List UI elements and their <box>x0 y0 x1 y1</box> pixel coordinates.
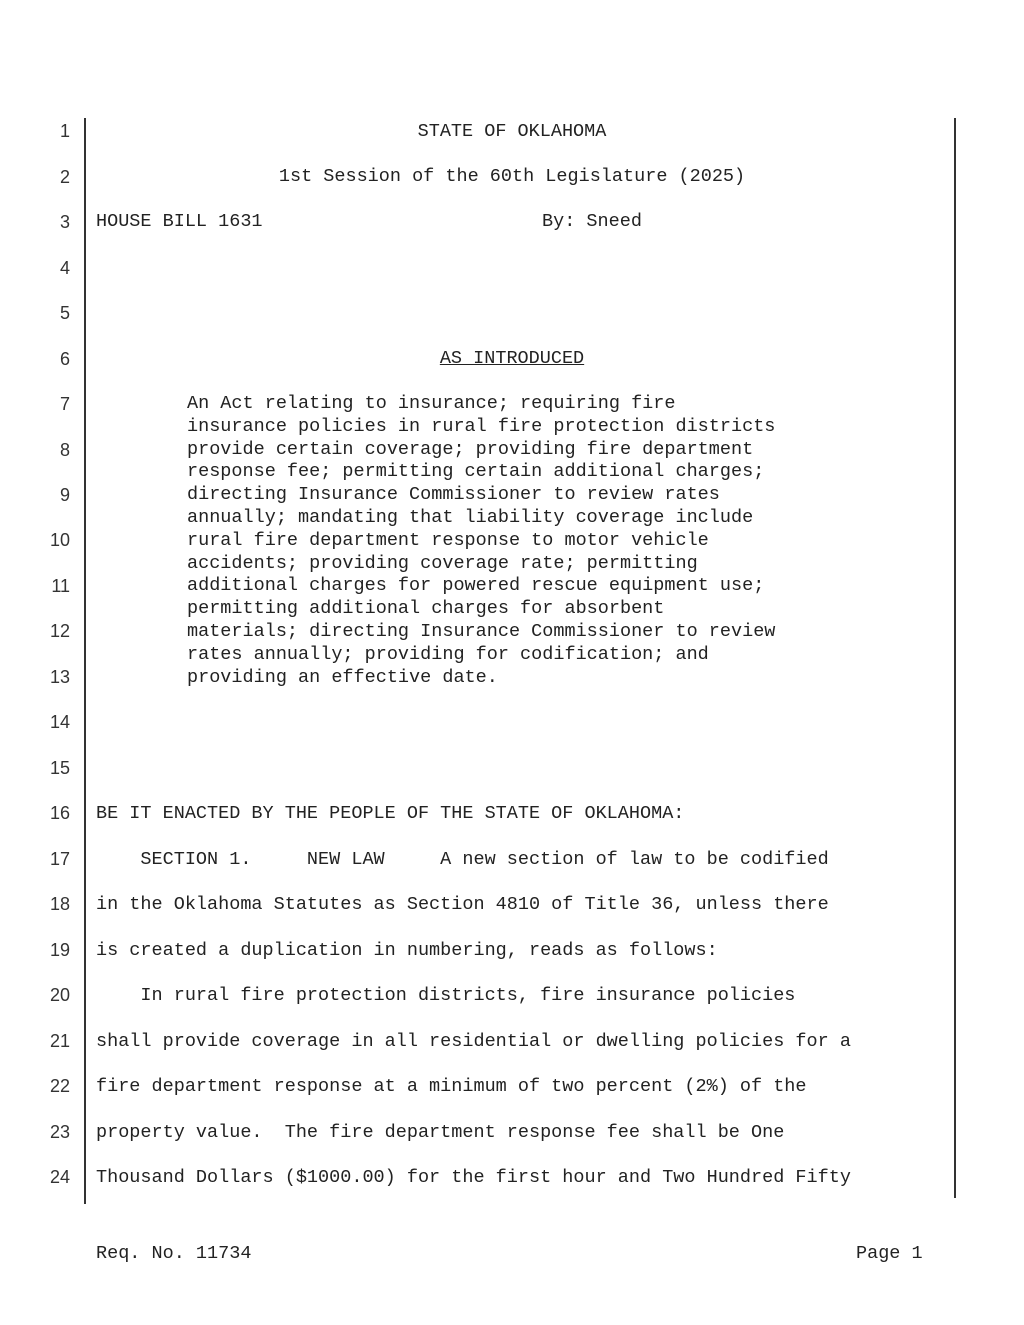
title-line: directing Insurance Commissioner to review rates <box>187 484 720 506</box>
body-line: In rural fire protection districts, fire insurance policies <box>96 985 796 1006</box>
body-line: Thousand Dollars ($1000.00) for the first hour and Two Hundred Fifty <box>96 1167 851 1188</box>
line-number: 2 <box>59 167 70 187</box>
line-number: 22 <box>49 1076 70 1096</box>
title-line: materials; directing Insurance Commissioner to review <box>187 620 776 642</box>
body-line: property value. The fire department response fee shall be One <box>96 1122 785 1143</box>
bill-number: HOUSE BILL 1631 <box>96 211 263 232</box>
title-line: insurance policies in rural fire protection districts <box>187 415 776 437</box>
line-number: 20 <box>49 985 70 1005</box>
line-number: 1 <box>59 121 70 141</box>
line-number: 9 <box>59 485 70 505</box>
state-heading: STATE OF OKLAHOMA <box>417 121 607 142</box>
status-heading: AS INTRODUCED <box>439 348 585 369</box>
line-number: 24 <box>49 1167 70 1187</box>
title-line: providing an effective date. <box>187 666 498 688</box>
line-number: 17 <box>49 849 70 869</box>
page-number: Page 1 <box>856 1243 923 1264</box>
title-line: permitting additional charges for absorbent <box>187 598 665 620</box>
line-number: 11 <box>51 576 70 596</box>
line-number: 12 <box>49 621 70 641</box>
line-number: 10 <box>49 530 70 550</box>
title-line: response fee; permitting certain additional charges; <box>187 461 765 483</box>
title-line: An Act relating to insurance; requiring fire <box>187 393 676 414</box>
title-line: rates annually; providing for codification; and <box>187 643 709 665</box>
body-line: is created a duplication in numbering, reads as follows: <box>96 940 718 961</box>
line-number: 8 <box>59 440 70 460</box>
request-number: Req. No. 11734 <box>96 1243 252 1264</box>
bill-author: By: Sneed <box>542 211 642 232</box>
line-number: 4 <box>59 258 70 278</box>
session-heading: 1st Session of the 60th Legislature (2025) <box>278 166 746 187</box>
line-number-gutter <box>0 0 80 1325</box>
bill-title <box>187 393 887 689</box>
line-number: 14 <box>49 712 70 732</box>
line-number: 16 <box>49 803 70 823</box>
right-margin-rule <box>954 118 956 1198</box>
line-number: 21 <box>49 1031 70 1051</box>
title-line: provide certain coverage; providing fire department <box>187 438 754 460</box>
body-line: in the Oklahoma Statutes as Section 4810 of Title 36, unless there <box>96 894 829 915</box>
body-line: shall provide coverage in all residential or dwelling policies for a <box>96 1031 851 1052</box>
line-number: 3 <box>59 212 70 232</box>
line-number: 13 <box>49 667 70 687</box>
title-line: rural fire department response to motor vehicle <box>187 529 709 551</box>
body-line: SECTION 1. NEW LAW A new section of law to be codified <box>96 849 829 870</box>
body-line: fire department response at a minimum of two percent (2%) of the <box>96 1076 807 1097</box>
title-line: annually; mandating that liability coverage include <box>187 506 754 528</box>
line-number: 19 <box>49 940 70 960</box>
line-number: 23 <box>49 1122 70 1142</box>
left-margin-rule <box>84 118 86 1204</box>
title-line: accidents; providing coverage rate; permitting <box>187 552 698 574</box>
line-number: 7 <box>59 394 70 414</box>
line-number: 15 <box>49 758 70 778</box>
title-line: additional charges for powered rescue equipment use; <box>187 575 765 597</box>
line-number: 18 <box>49 894 70 914</box>
enacting-clause: BE IT ENACTED BY THE PEOPLE OF THE STATE OF OKLAHOMA: <box>96 803 685 824</box>
line-number: 6 <box>59 349 70 369</box>
line-number: 5 <box>59 303 70 323</box>
